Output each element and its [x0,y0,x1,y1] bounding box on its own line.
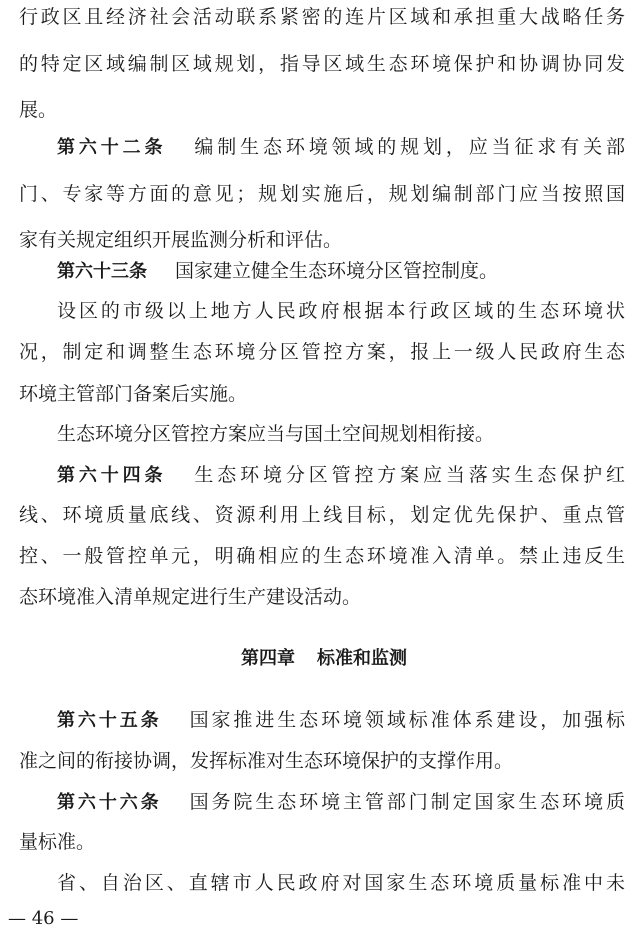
article-62-line-1 [57,132,625,162]
article-62-title: 第六十二条 [57,137,167,158]
text-line: 展。 [19,99,58,121]
text-line: 设区的市级以上地方人民政府根据本行政区域的生态环境状 [57,300,625,322]
text-line: 的特定区域编制区域规划，指导区域生态环境保护和协调协同发 [19,53,625,75]
text-line: 态环境准入清单规定进行生产建设活动。 [19,586,362,608]
article-62-text: 编制生态环境领域的规划，应当征求有关部 [194,136,626,158]
article-63-title: 第六十三条 [57,261,147,282]
article-65-text: 国家推进生态环境领域标准体系建设，加强标 [189,709,625,731]
text-line: 省、自治区、直辖市人民政府对国家生态环境质量标准中未 [57,872,625,894]
page-number: — 46 — [8,908,79,929]
text-line: 量标准。 [19,831,96,853]
text-line: 准之间的衔接协调，发挥标准对生态环境保护的支撑作用。 [19,750,514,772]
article-66-title: 第六十六条 [57,792,162,813]
article-63-line-1 [57,256,498,286]
article-65-line-1 [57,705,625,735]
text-line: 生态环境分区管控方案应当与国土空间规划相衔接。 [57,423,495,445]
article-66-line-1 [57,787,625,817]
text-line: 线、环境质量底线、资源利用上线目标，划定优先保护、重点管 [19,504,625,526]
text-line: 控、一般管控单元，明确相应的生态环境准入清单。禁止违反生 [19,545,625,567]
chapter-heading [19,644,629,674]
text-line: 行政区且经济社会活动联系紧密的连片区域和承担重大战略任务 [19,6,625,28]
article-64-text: 生态环境分区管控方案应当落实生态保护红 [194,464,626,486]
text-line: 门、专家等方面的意见；规划实施后，规划编制部门应当按照国 [19,183,625,205]
article-64-title: 第六十四条 [57,465,167,486]
text-line: 环境主管部门备案后实施。 [19,383,248,405]
article-64-line-1 [57,460,625,490]
article-66-text: 国务院生态环境主管部门制定国家生态环境质 [189,791,625,813]
article-65-title: 第六十五条 [57,710,162,731]
chapter-number: 第四章 [241,648,295,669]
text-line: 家有关规定组织开展监测分析和评估。 [19,229,343,251]
chapter-title: 标准和监测 [317,648,407,669]
text-line: 况，制定和调整生态环境分区管控方案，报上一级人民政府生态 [19,341,625,363]
article-63-text: 国家建立健全生态环境分区管控制度。 [175,260,499,282]
